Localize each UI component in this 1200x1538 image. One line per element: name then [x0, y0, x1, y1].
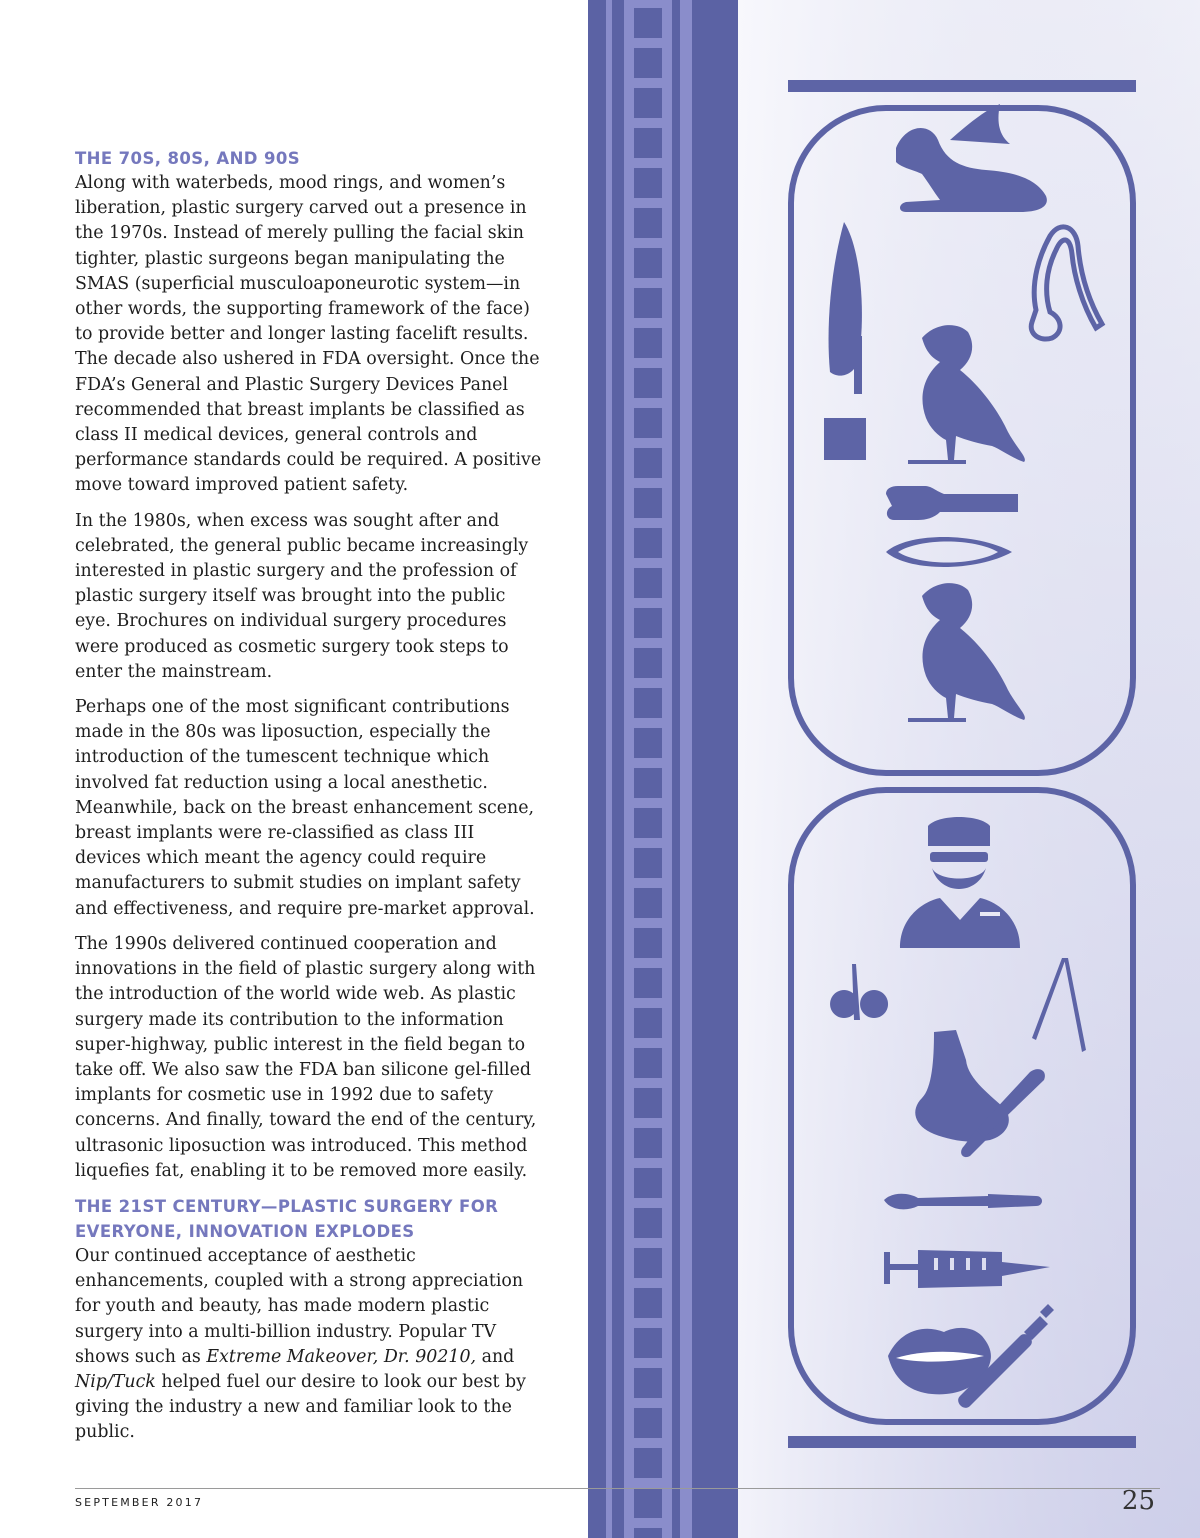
surgeon-badge-icon	[980, 912, 1000, 916]
surgeon-glasses-icon	[930, 852, 988, 862]
paragraph-21st-century: Our continued acceptance of aesthetic enhancements, coupled with a strong appreciation for youth and beauty, has made modern plastic surgery into a multi-billion industry. Popular TV shows such as Extreme Makeover, Dr. 90210, and Nip/Tuck helped fuel our desire to look our best by giving the industry a new and familiar look to the public.	[75, 1245, 526, 1443]
ground-line-top	[908, 460, 966, 464]
square-block-icon	[824, 418, 866, 460]
section-heading-21st-century: THE 21ST CENTURY—PLASTIC SURGERY FOR EVERYONE, INNOVATION EXPLODES	[75, 1196, 499, 1241]
paragraph-1970s: Along with waterbeds, mood rings, and women’s liberation, plastic surgery carved out a presence in the 1970s. Instead of merely pulling the facial skin tighter, plastic surgeons began manipulating the SMAS (superficial musculoaponeurotic system—in other words, the supporting framework of the face) to provide better and longer lasting facelift results. The decade also ushered in FDA oversight. Once the FDA’s General and Plastic Surgery Devices Panel recommended that breast implants be classified as class II medical devices, general controls and performance standards could be required. A positive move toward improved patient safety.	[75, 173, 542, 496]
paragraph-1990s: The 1990s delivered continued cooperation and innovations in the field of plastic surgery along with the introduction of the world wide web. As plastic surgery made its contribution to the information super-highway, public interest in the field began to take off. We also saw the FDA ban silicone gel-filled implants for cosmetic use in 1992 due to safety concerns. And finally, toward the end of the century, ultrasonic liposuction was introduced. This method liquefies fat, enabling it to be removed more easily.	[75, 933, 537, 1181]
ground-line-bottom	[908, 718, 966, 722]
knife-handle-icon	[854, 336, 862, 394]
syringe-barrel-icon	[918, 1250, 1002, 1288]
article-column	[75, 146, 545, 1456]
syringe-plunger-icon	[884, 1252, 890, 1284]
hieroglyph-illustration	[588, 0, 1200, 1538]
syringe-rod-icon	[890, 1264, 920, 1270]
footer-issue-date: SEPTEMBER 2017	[75, 1496, 204, 1509]
paragraph-liposuction: Perhaps one of the most significant contributions made in the 80s was liposuction, especially the introduction of the tumescent technique which involved fat reduction using a local anesthetic. Meanwhile, back on the breast enhancement scene, breast implants were re-classified as class III devices which meant the agency could require manufacturers to submit studies on implant safety and effectiveness, and require pre-market approval.	[75, 697, 535, 919]
paragraph-1980s: In the 1980s, when excess was sought after and celebrated, the general public became increasingly interested in plastic surgery and the profession of plastic surgery itself was brought into the public eye. Brochures on individual surgery procedures were produced as cosmetic surgery took steps to enter the mainstream.	[75, 510, 529, 682]
footer-rule	[75, 1488, 1160, 1489]
scalpel-handle-icon	[988, 1194, 1042, 1208]
section-heading-70s-80s-90s: THE 70S, 80S, AND 90S	[75, 149, 301, 168]
surgeon-cap-icon	[928, 817, 990, 846]
page-number: 25	[1121, 1486, 1155, 1516]
film-strip-band	[588, 0, 738, 1538]
